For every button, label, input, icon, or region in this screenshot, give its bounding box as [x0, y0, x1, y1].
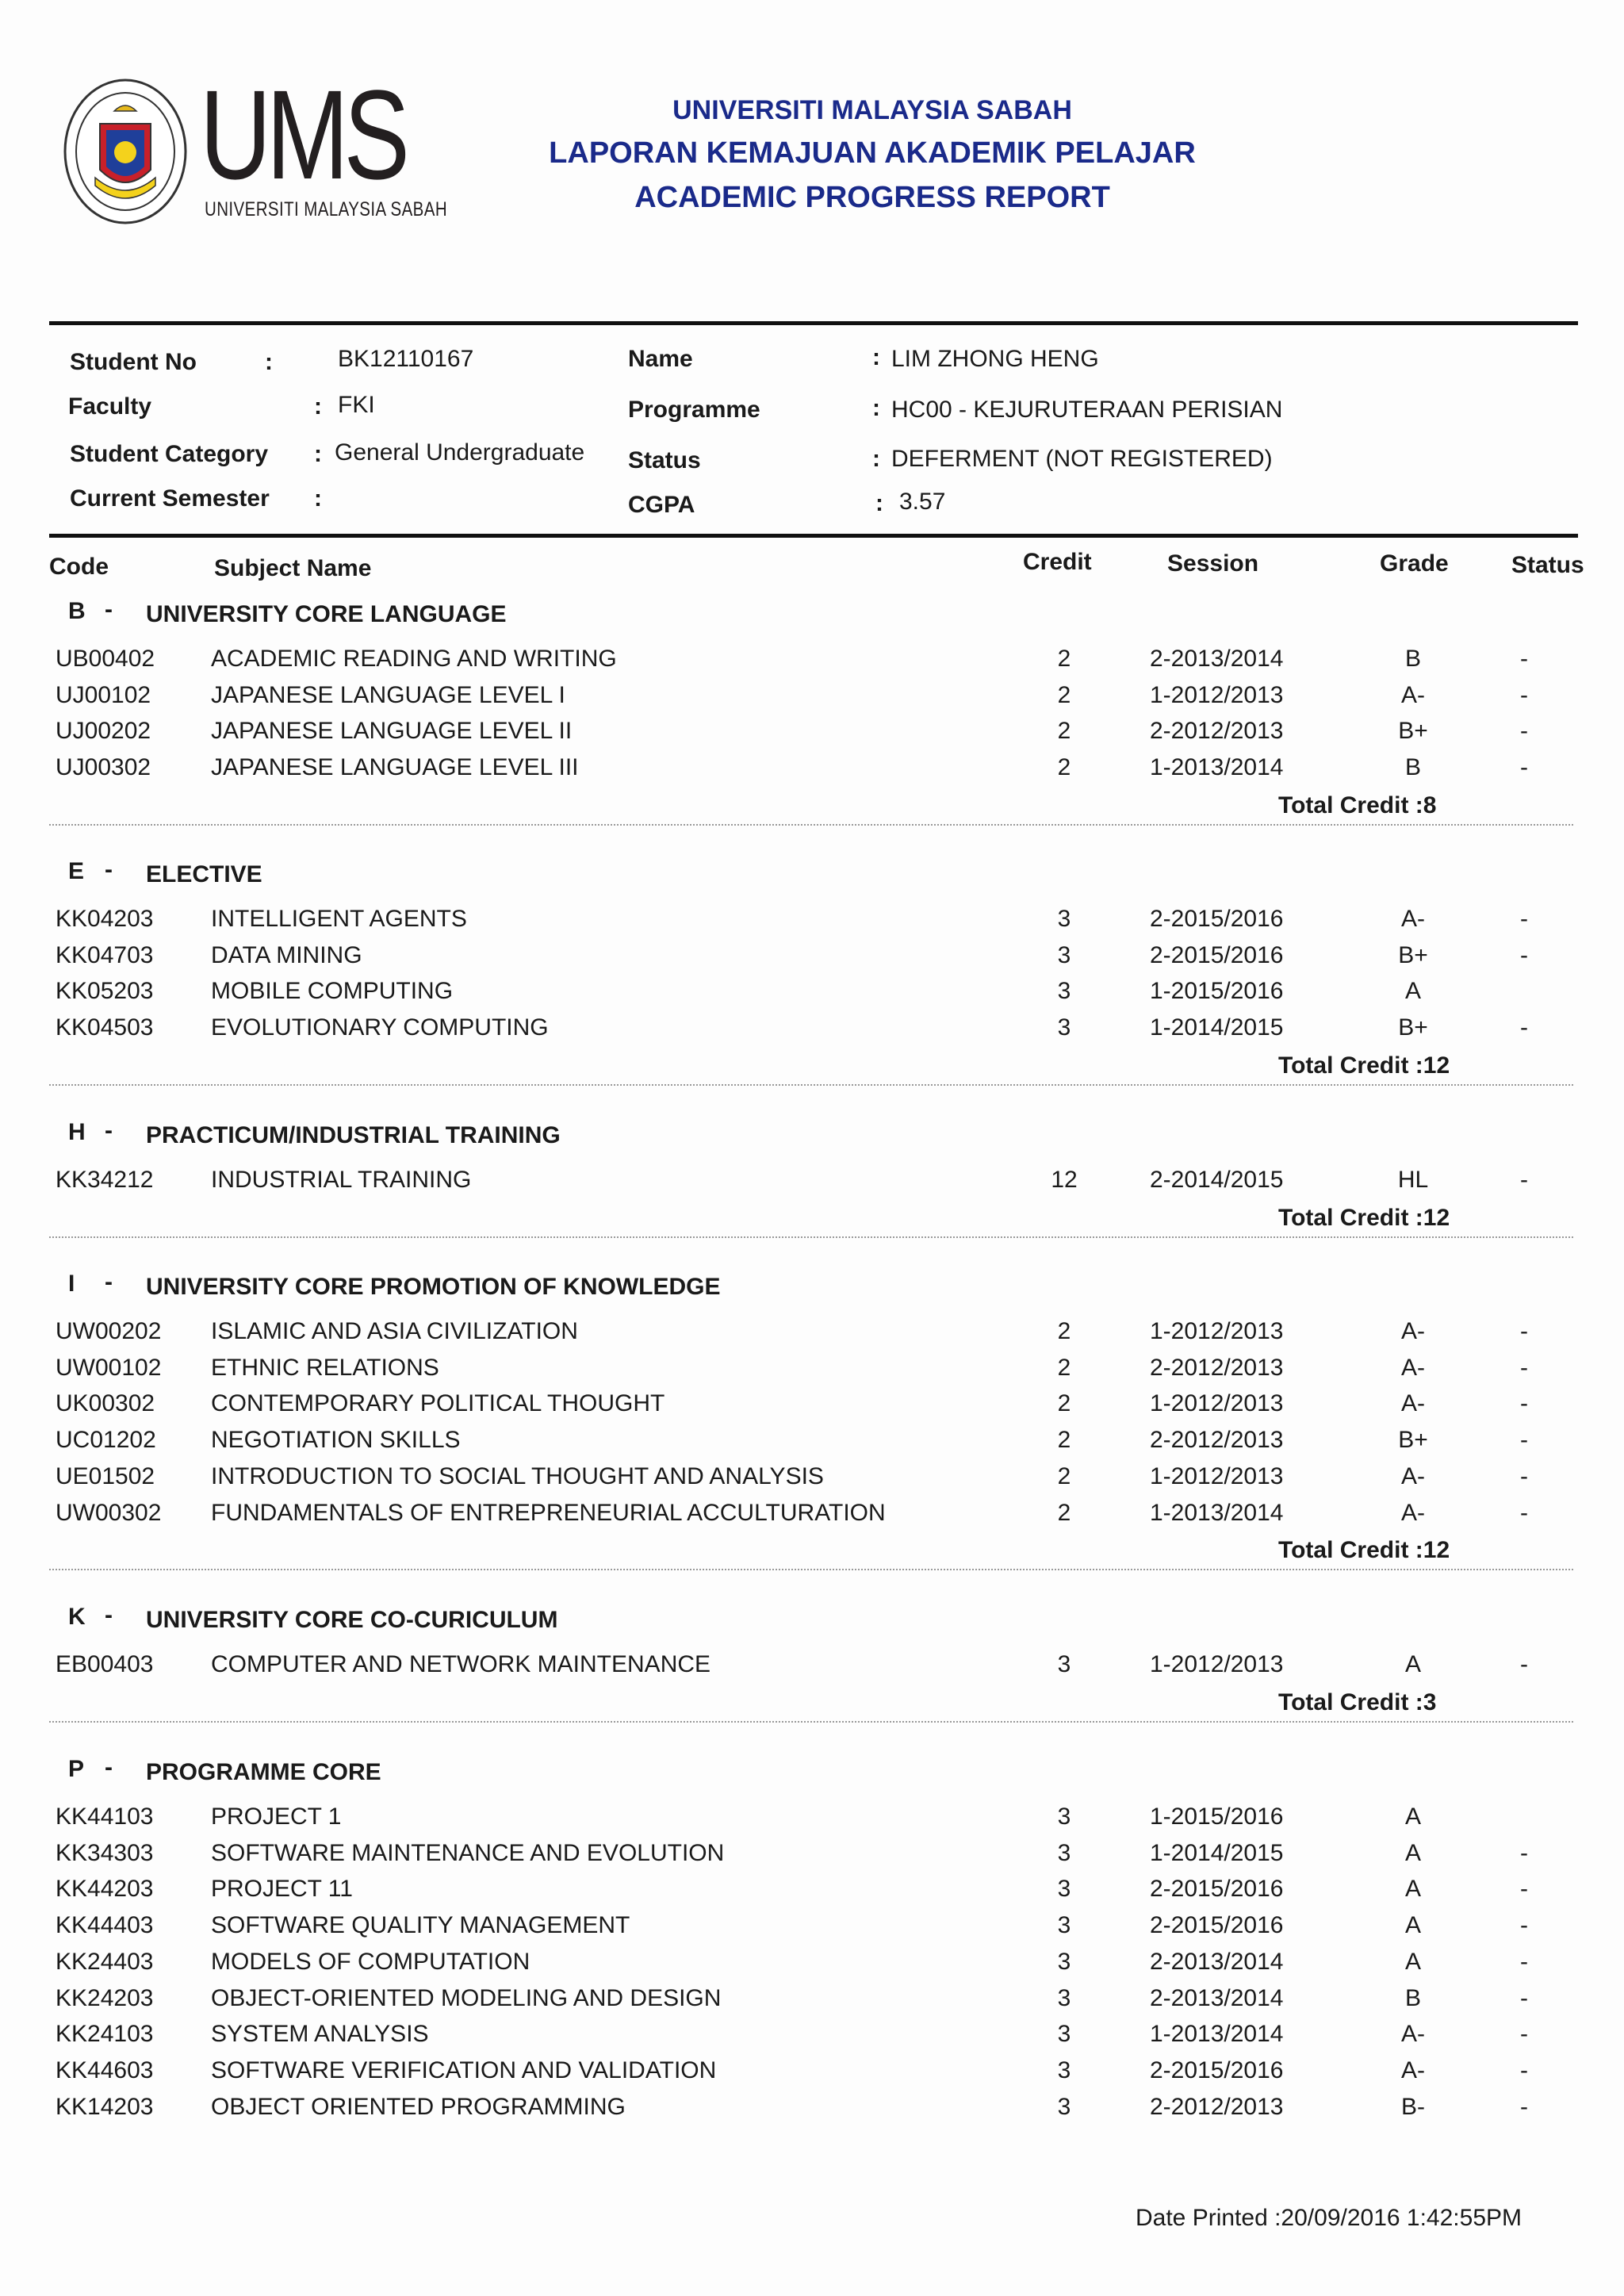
- course-name: SOFTWARE MAINTENANCE AND EVOLUTION: [211, 1839, 725, 1866]
- course-name: EVOLUTIONARY COMPUTING: [211, 1014, 549, 1041]
- course-status: -: [1520, 718, 1528, 745]
- name-value: LIM ZHONG HENG: [891, 346, 1099, 372]
- course-name: FUNDAMENTALS OF ENTREPRENEURIAL ACCULTURATION: [211, 1499, 886, 1526]
- section-code: H: [68, 1119, 86, 1145]
- status-value: DEFERMENT (NOT REGISTERED): [891, 446, 1273, 472]
- current-semester-label: Current Semester: [70, 485, 270, 512]
- course-session: 1-2012/2013: [1150, 681, 1284, 708]
- course-status: -: [1520, 1390, 1528, 1417]
- course-grade: A-: [1401, 1354, 1425, 1381]
- course-grade: A: [1404, 1912, 1421, 1939]
- course-code: KK04203: [56, 906, 154, 932]
- course-code: KK44603: [56, 2056, 154, 2083]
- course-name: INTRODUCTION TO SOCIAL THOUGHT AND ANALYSIS: [211, 1462, 824, 1489]
- course-name: MOBILE COMPUTING: [211, 978, 454, 1005]
- course-status: -: [1520, 1876, 1528, 1903]
- course-code: UK00302: [56, 1390, 155, 1417]
- section-dash: -: [105, 596, 113, 623]
- course-name: SOFTWARE VERIFICATION AND VALIDATION: [211, 2056, 717, 2083]
- course-session: 1-2014/2015: [1150, 1839, 1284, 1866]
- course-grade: A-: [1401, 2021, 1425, 2048]
- course-status: -: [1520, 2093, 1528, 2120]
- course-credit: 2: [1057, 754, 1071, 781]
- course-session: 2-2013/2014: [1150, 1948, 1284, 1975]
- university-title: UNIVERSITI MALAYSIA SABAH: [672, 95, 1072, 125]
- course-status: -: [1520, 1912, 1528, 1939]
- course-session: 1-2013/2014: [1150, 1499, 1284, 1526]
- section-code: K: [68, 1604, 86, 1630]
- course-name: PROJECT 1: [211, 1803, 342, 1830]
- course-name: JAPANESE LANGUAGE LEVEL III: [211, 754, 579, 781]
- ums-logo-wordmark: UMS: [200, 63, 405, 205]
- course-credit: 3: [1057, 1876, 1071, 1903]
- course-code: KK34303: [56, 1839, 154, 1866]
- section-divider: [49, 1236, 1573, 1238]
- course-grade: A-: [1401, 681, 1425, 708]
- middle-rule: [49, 534, 1578, 538]
- section-title: ELECTIVE: [146, 861, 262, 887]
- column-header-credit: Credit: [1023, 549, 1092, 575]
- colon: :: [314, 441, 322, 467]
- cgpa-value: 3.57: [899, 489, 946, 515]
- section-title: UNIVERSITY CORE CO-CURICULUM: [146, 1607, 558, 1633]
- section-divider: [49, 824, 1573, 826]
- course-code: KK24403: [56, 1948, 154, 1975]
- course-code: UJ00202: [56, 718, 151, 745]
- course-name: DATA MINING: [211, 941, 362, 968]
- section-title: PROGRAMME CORE: [146, 1759, 381, 1785]
- course-session: 1-2012/2013: [1150, 1651, 1284, 1677]
- course-session: 2-2012/2013: [1150, 1427, 1284, 1454]
- column-header-session: Session: [1167, 550, 1259, 577]
- report-title-malay: LAPORAN KEMAJUAN AKADEMIK PELAJAR: [549, 136, 1196, 170]
- course-credit: 12: [1051, 1167, 1078, 1193]
- course-status: -: [1520, 1167, 1528, 1193]
- course-status: -: [1520, 1354, 1528, 1381]
- student-no-value: BK12110167: [338, 346, 474, 372]
- course-credit: 3: [1057, 941, 1071, 968]
- course-status: -: [1520, 2021, 1528, 2048]
- course-code: UC01202: [56, 1427, 156, 1454]
- course-code: UJ00302: [56, 754, 151, 781]
- section-code: I: [68, 1271, 75, 1297]
- course-grade: A-: [1401, 906, 1425, 932]
- programme-value: HC00 - KEJURUTERAAN PERISIAN: [891, 397, 1283, 423]
- date-printed: Date Printed :20/09/2016 1:42:55PM: [1136, 2205, 1522, 2231]
- course-name: OBJECT-ORIENTED MODELING AND DESIGN: [211, 1984, 722, 2011]
- course-session: 1-2013/2014: [1150, 2021, 1284, 2048]
- course-session: 1-2012/2013: [1150, 1390, 1284, 1417]
- course-credit: 2: [1057, 1462, 1071, 1489]
- course-session: 2-2015/2016: [1150, 941, 1284, 968]
- section-total-credit: Total Credit :12: [1278, 1052, 1450, 1079]
- programme-label: Programme: [628, 397, 760, 423]
- course-session: 1-2015/2016: [1150, 978, 1284, 1005]
- section-divider: [49, 1721, 1573, 1723]
- section-title: UNIVERSITY CORE PROMOTION OF KNOWLEDGE: [146, 1274, 721, 1300]
- cgpa-label: CGPA: [628, 492, 695, 518]
- section-dash: -: [105, 1602, 113, 1628]
- course-code: KK34212: [56, 1167, 154, 1193]
- course-name: PROJECT 11: [211, 1876, 353, 1903]
- course-session: 2-2013/2014: [1150, 646, 1284, 672]
- section-code: P: [68, 1756, 85, 1782]
- course-grade: B: [1404, 1984, 1421, 2011]
- course-code: KK44103: [56, 1803, 154, 1830]
- faculty-value: FKI: [338, 392, 375, 418]
- course-credit: 3: [1057, 1948, 1071, 1975]
- section-divider: [49, 1084, 1573, 1086]
- course-credit: 3: [1057, 2021, 1071, 2048]
- course-session: 1-2013/2014: [1150, 754, 1284, 781]
- course-grade: A: [1404, 1803, 1421, 1830]
- report-title-english: ACADEMIC PROGRESS REPORT: [634, 181, 1110, 214]
- section-total-credit: Total Credit :3: [1278, 1688, 1437, 1715]
- colon: :: [875, 490, 883, 516]
- column-header-code: Code: [49, 554, 109, 580]
- course-code: KK04703: [56, 941, 154, 968]
- course-grade: B-: [1401, 2093, 1425, 2120]
- course-status: -: [1520, 1984, 1528, 2011]
- course-grade: A-: [1401, 1499, 1425, 1526]
- section-dash: -: [105, 1754, 113, 1780]
- course-grade: HL: [1397, 1167, 1429, 1193]
- section-dash: -: [105, 1269, 113, 1295]
- course-status: -: [1520, 646, 1528, 672]
- course-grade: B+: [1398, 941, 1428, 968]
- course-status: -: [1520, 1427, 1528, 1454]
- column-header-subject: Subject Name: [214, 555, 372, 581]
- section-dash: -: [105, 857, 113, 883]
- course-status: -: [1520, 2056, 1528, 2083]
- course-credit: 3: [1057, 906, 1071, 932]
- course-credit: 2: [1057, 1499, 1071, 1526]
- course-name: JAPANESE LANGUAGE LEVEL II: [211, 718, 573, 745]
- section-total-credit: Total Credit :12: [1278, 1537, 1450, 1564]
- course-name: JAPANESE LANGUAGE LEVEL I: [211, 681, 565, 708]
- course-status: -: [1520, 1839, 1528, 1866]
- course-code: UB00402: [56, 646, 155, 672]
- course-session: 2-2012/2013: [1150, 2093, 1284, 2120]
- course-status: -: [1520, 681, 1528, 708]
- name-label: Name: [628, 346, 693, 372]
- course-name: SYSTEM ANALYSIS: [211, 2021, 429, 2048]
- course-grade: A: [1404, 1839, 1421, 1866]
- university-seal-logo: [62, 76, 189, 227]
- course-code: EB00403: [56, 1651, 154, 1677]
- column-header-status: Status: [1511, 552, 1584, 578]
- course-grade: A: [1404, 1948, 1421, 1975]
- faculty-label: Faculty: [68, 393, 152, 420]
- colon: :: [265, 349, 273, 375]
- colon: :: [872, 344, 880, 370]
- course-grade: A-: [1401, 1462, 1425, 1489]
- course-grade: A-: [1401, 1390, 1425, 1417]
- course-code: UW00202: [56, 1318, 162, 1344]
- section-dash: -: [105, 1117, 113, 1144]
- course-grade: B: [1404, 754, 1421, 781]
- course-status: -: [1520, 906, 1528, 932]
- course-credit: 2: [1057, 1354, 1071, 1381]
- ums-logo-subtitle: UNIVERSITI MALAYSIA SABAH: [205, 198, 448, 220]
- course-name: ETHNIC RELATIONS: [211, 1354, 439, 1381]
- course-credit: 2: [1057, 1390, 1071, 1417]
- section-divider: [49, 1569, 1573, 1570]
- course-credit: 3: [1057, 1803, 1071, 1830]
- course-session: 1-2014/2015: [1150, 1014, 1284, 1041]
- colon: :: [314, 393, 322, 420]
- course-name: INTELLIGENT AGENTS: [211, 906, 467, 932]
- course-session: 2-2015/2016: [1150, 1912, 1284, 1939]
- course-name: MODELS OF COMPUTATION: [211, 1948, 530, 1975]
- course-status: -: [1520, 1318, 1528, 1344]
- course-credit: 3: [1057, 1651, 1071, 1677]
- course-code: KK44203: [56, 1876, 154, 1903]
- course-credit: 3: [1057, 1984, 1071, 2011]
- colon: :: [872, 446, 880, 472]
- course-code: KK24103: [56, 2021, 154, 2048]
- course-session: 2-2015/2016: [1150, 2056, 1284, 2083]
- column-header-grade: Grade: [1380, 550, 1449, 577]
- course-credit: 2: [1057, 718, 1071, 745]
- course-name: SOFTWARE QUALITY MANAGEMENT: [211, 1912, 630, 1939]
- colon: :: [872, 395, 880, 421]
- course-credit: 2: [1057, 1427, 1071, 1454]
- course-grade: B+: [1398, 1014, 1428, 1041]
- top-rule: [49, 321, 1578, 325]
- course-status: -: [1520, 941, 1528, 968]
- course-grade: A-: [1401, 1318, 1425, 1344]
- course-code: UW00102: [56, 1354, 162, 1381]
- course-code: UJ00102: [56, 681, 151, 708]
- course-status: -: [1520, 1651, 1528, 1677]
- section-total-credit: Total Credit :12: [1278, 1204, 1450, 1231]
- course-session: 2-2015/2016: [1150, 1876, 1284, 1903]
- course-credit: 3: [1057, 1839, 1071, 1866]
- course-grade: B: [1404, 646, 1421, 672]
- course-session: 1-2012/2013: [1150, 1318, 1284, 1344]
- course-status: -: [1520, 1948, 1528, 1975]
- course-credit: 2: [1057, 1318, 1071, 1344]
- section-title: PRACTICUM/INDUSTRIAL TRAINING: [146, 1122, 561, 1148]
- course-session: 2-2013/2014: [1150, 1984, 1284, 2011]
- student-no-label: Student No: [70, 349, 197, 375]
- section-title: UNIVERSITY CORE LANGUAGE: [146, 601, 507, 627]
- course-name: ISLAMIC AND ASIA CIVILIZATION: [211, 1318, 578, 1344]
- course-name: NEGOTIATION SKILLS: [211, 1427, 461, 1454]
- course-name: ACADEMIC READING AND WRITING: [211, 646, 617, 672]
- colon: :: [314, 485, 322, 512]
- course-grade: A: [1404, 978, 1421, 1005]
- section-code: B: [68, 598, 86, 624]
- course-name: OBJECT ORIENTED PROGRAMMING: [211, 2093, 626, 2120]
- course-name: INDUSTRIAL TRAINING: [211, 1167, 472, 1193]
- student-category-label: Student Category: [70, 441, 269, 467]
- course-credit: 3: [1057, 978, 1071, 1005]
- course-code: KK14203: [56, 2093, 154, 2120]
- course-status: -: [1520, 1499, 1528, 1526]
- course-credit: 3: [1057, 2093, 1071, 2120]
- course-credit: 3: [1057, 1912, 1071, 1939]
- section-code: E: [68, 858, 85, 884]
- course-session: 2-2012/2013: [1150, 718, 1284, 745]
- course-name: CONTEMPORARY POLITICAL THOUGHT: [211, 1390, 665, 1417]
- course-credit: 2: [1057, 646, 1071, 672]
- course-status: -: [1520, 1462, 1528, 1489]
- course-credit: 2: [1057, 681, 1071, 708]
- course-session: 1-2012/2013: [1150, 1462, 1284, 1489]
- course-session: 1-2015/2016: [1150, 1803, 1284, 1830]
- course-code: KK05203: [56, 978, 154, 1005]
- course-code: KK24203: [56, 1984, 154, 2011]
- student-category-value: General Undergraduate: [335, 439, 585, 466]
- course-grade: B+: [1398, 1427, 1428, 1454]
- course-code: KK44403: [56, 1912, 154, 1939]
- course-code: KK04503: [56, 1014, 154, 1041]
- course-session: 2-2014/2015: [1150, 1167, 1284, 1193]
- course-name: COMPUTER AND NETWORK MAINTENANCE: [211, 1651, 711, 1677]
- course-grade: B+: [1398, 718, 1428, 745]
- course-session: 2-2015/2016: [1150, 906, 1284, 932]
- course-status: -: [1520, 754, 1528, 781]
- course-grade: A: [1404, 1876, 1421, 1903]
- course-session: 2-2012/2013: [1150, 1354, 1284, 1381]
- course-credit: 3: [1057, 1014, 1071, 1041]
- course-status: -: [1520, 1014, 1528, 1041]
- course-grade: A-: [1401, 2056, 1425, 2083]
- status-label: Status: [628, 447, 701, 473]
- course-code: UE01502: [56, 1462, 155, 1489]
- section-total-credit: Total Credit :8: [1278, 792, 1437, 818]
- course-grade: A: [1404, 1651, 1421, 1677]
- course-credit: 3: [1057, 2056, 1071, 2083]
- course-code: UW00302: [56, 1499, 162, 1526]
